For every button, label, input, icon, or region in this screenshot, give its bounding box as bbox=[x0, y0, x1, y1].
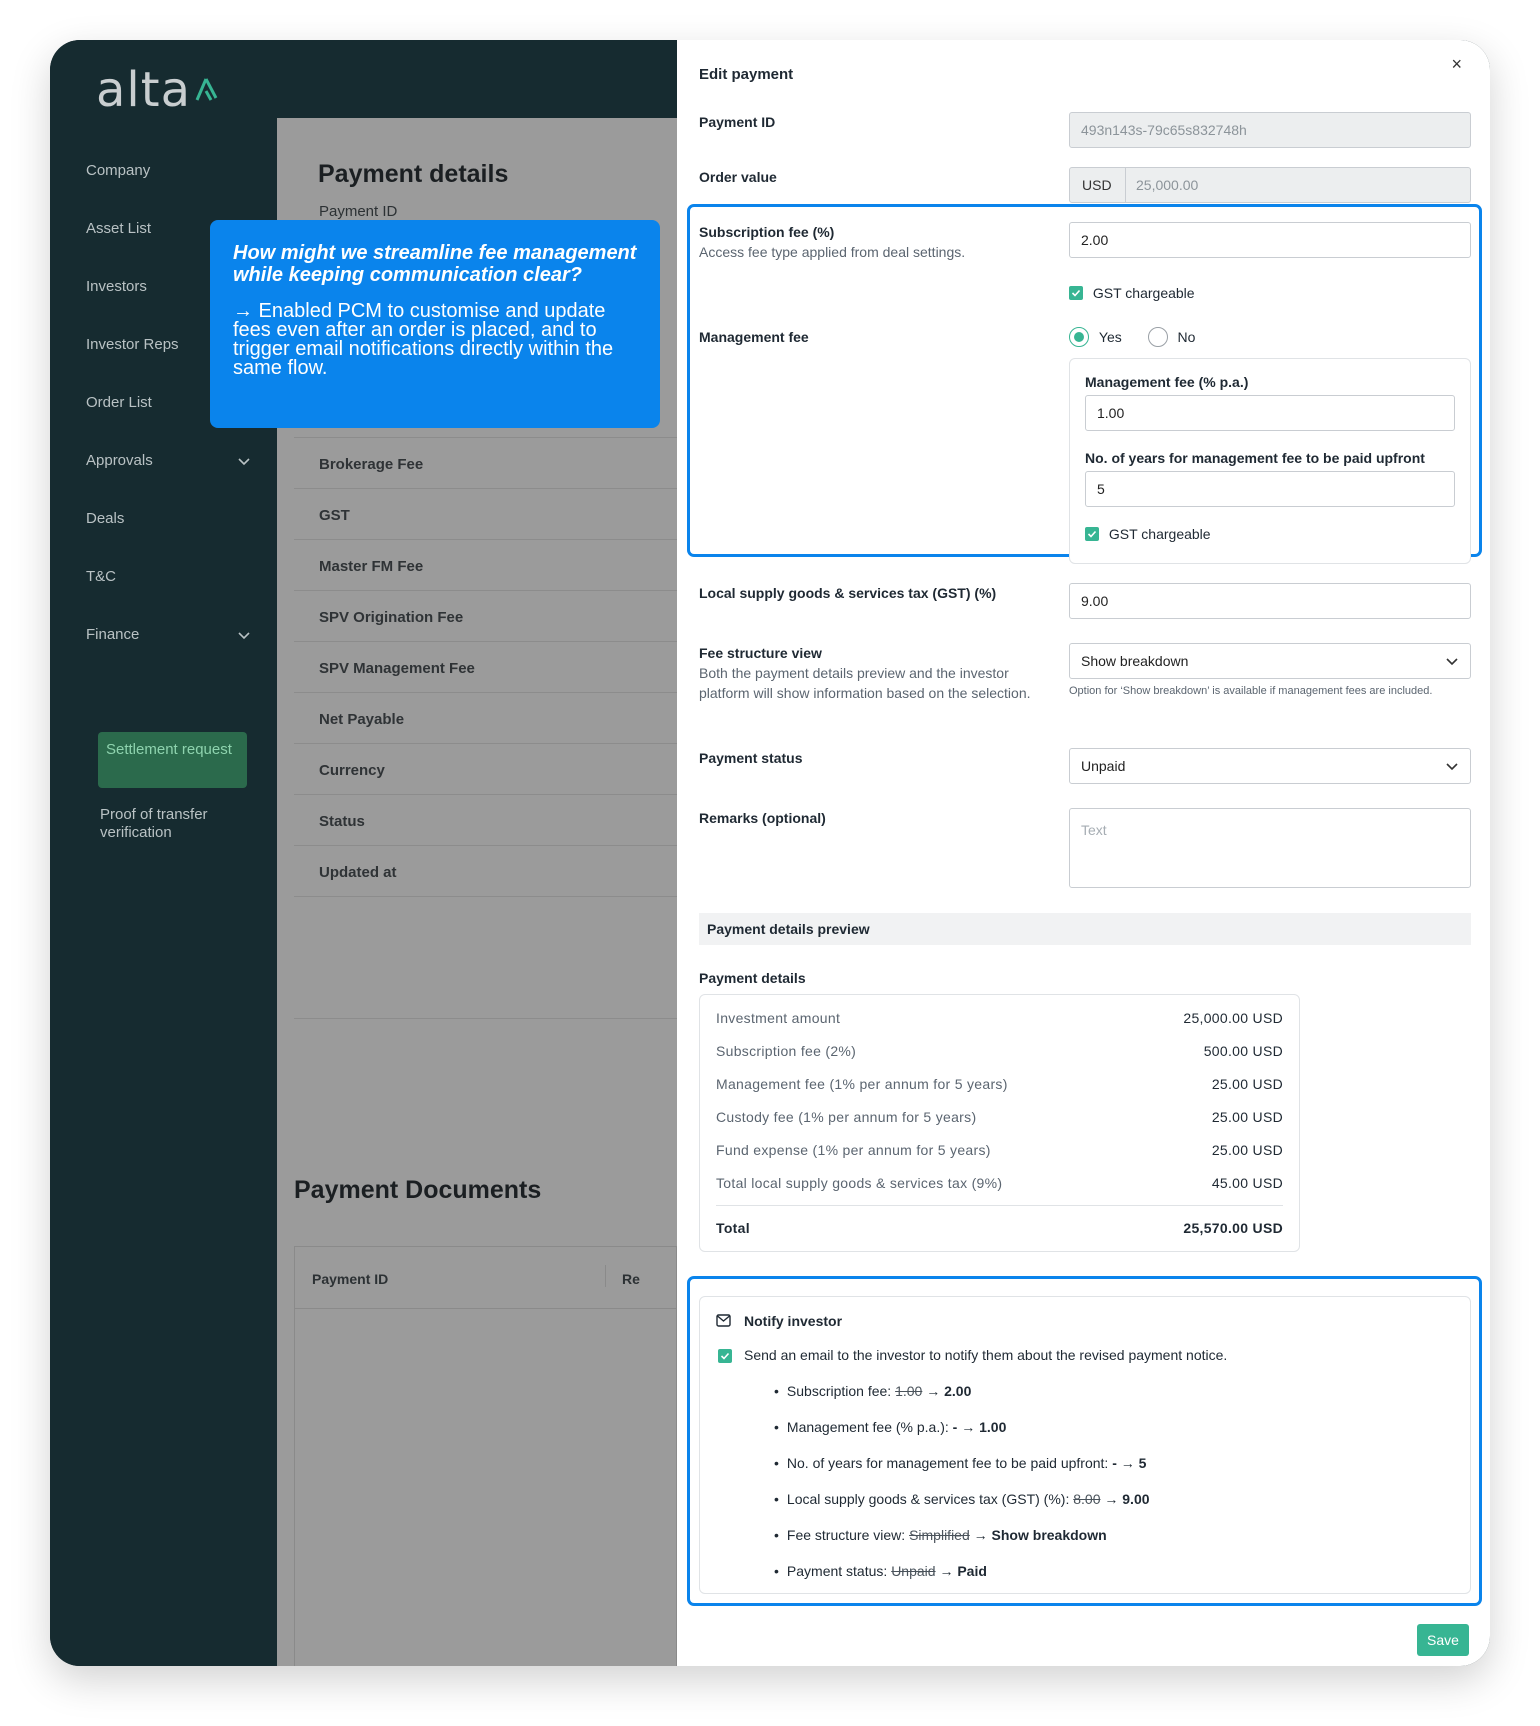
sidebar-item-label: Finance bbox=[86, 626, 140, 643]
preview-card bbox=[699, 994, 1300, 1252]
radio-label: Yes bbox=[1098, 329, 1122, 345]
sidebar-item-label: Deals bbox=[86, 510, 125, 527]
new-value: Show breakdown bbox=[991, 1527, 1107, 1543]
radio-label: No bbox=[1177, 329, 1196, 345]
old-value: - bbox=[1112, 1455, 1117, 1471]
remarks-textarea[interactable]: Text bbox=[1069, 808, 1471, 888]
row-value: 25.00 USD bbox=[1211, 1075, 1283, 1092]
sidebar-item-settlement-request[interactable]: Settlement request bbox=[98, 732, 247, 788]
change-label: Fee structure view: bbox=[786, 1527, 906, 1543]
preview-bar: Payment details preview bbox=[699, 913, 1471, 945]
preview-row bbox=[716, 1133, 1283, 1166]
payment-id-label: Payment ID bbox=[319, 203, 398, 220]
currency-prefix: USD bbox=[1070, 168, 1126, 202]
select-value: Unpaid bbox=[1081, 758, 1126, 774]
management-fee-label: Management fee bbox=[699, 329, 809, 345]
detail-label: Status bbox=[319, 813, 365, 830]
change-item: • Payment status: Unpaid → Paid bbox=[774, 1563, 987, 1579]
gst-label: Local supply goods & services tax (GST) (%) bbox=[699, 585, 997, 601]
preview-total-row bbox=[716, 1205, 1283, 1249]
sidebar-item-label: Approvals bbox=[86, 452, 153, 469]
payment-id-label: Payment ID bbox=[699, 114, 776, 130]
sidebar-item-proof-of-transfer[interactable]: Proof of transfer verification bbox=[100, 806, 208, 841]
column-header[interactable]: Payment ID bbox=[312, 1271, 389, 1287]
select-value: Show breakdown bbox=[1081, 653, 1189, 669]
mail-icon bbox=[716, 1314, 731, 1327]
drawer-title: Edit payment bbox=[699, 66, 794, 83]
design-callout bbox=[210, 220, 660, 428]
documents-table bbox=[294, 1246, 677, 1666]
preview-heading: Payment details bbox=[699, 970, 806, 986]
checkbox-label: GST chargeable bbox=[1108, 526, 1211, 543]
column-header[interactable]: Re bbox=[622, 1271, 640, 1287]
notify-title: Notify investor bbox=[744, 1313, 843, 1329]
sidebar-item-label: Investors bbox=[86, 278, 147, 295]
detail-label: SPV Management Fee bbox=[319, 660, 475, 677]
subscription-fee-input[interactable]: 2.00 bbox=[1069, 222, 1471, 258]
row-label: Custody fee (1% per annum for 5 years) bbox=[716, 1108, 977, 1125]
chevron-down-icon bbox=[237, 628, 251, 642]
radio-yes[interactable] bbox=[1069, 327, 1089, 347]
save-button[interactable]: Save bbox=[1417, 1624, 1469, 1656]
detail-row bbox=[294, 795, 677, 846]
change-item: • Management fee (% p.a.): - → 1.00 bbox=[774, 1419, 1006, 1435]
total-label: Total bbox=[716, 1219, 750, 1236]
preview-row bbox=[716, 1034, 1283, 1067]
management-gst-checkbox[interactable] bbox=[1085, 525, 1211, 542]
detail-row bbox=[294, 693, 677, 744]
row-value: 25,000.00 USD bbox=[1183, 1009, 1283, 1026]
change-label: Local supply goods & services tax (GST) (%): bbox=[786, 1491, 1070, 1507]
years-input[interactable]: 5 bbox=[1085, 471, 1455, 507]
payment-status-label: Payment status bbox=[699, 750, 803, 766]
radio-no[interactable] bbox=[1148, 327, 1168, 347]
table-header bbox=[295, 1247, 676, 1309]
chevron-down-icon bbox=[237, 454, 251, 468]
subscription-fee-desc: Access fee type applied from deal settings. bbox=[699, 244, 966, 260]
page-title: Payment details bbox=[318, 160, 509, 188]
chevron-down-icon bbox=[1445, 759, 1459, 773]
change-item: • Fee structure view: Simplified → Show breakdown bbox=[774, 1527, 1107, 1543]
sidebar-item-finance[interactable] bbox=[86, 626, 251, 643]
change-item: • Local supply goods & services tax (GST) (%): 8.00 → 9.00 bbox=[774, 1491, 1150, 1507]
gst-input[interactable]: 9.00 bbox=[1069, 583, 1471, 619]
order-value-label: Order value bbox=[699, 169, 777, 185]
old-value: Simplified bbox=[909, 1527, 970, 1543]
checkbox-checked-icon[interactable] bbox=[1069, 286, 1083, 300]
subscription-gst-checkbox[interactable] bbox=[1069, 284, 1195, 301]
management-fee-box bbox=[1069, 358, 1471, 564]
notify-checkbox[interactable] bbox=[718, 1349, 732, 1363]
old-value: Unpaid bbox=[891, 1563, 936, 1579]
new-value: 5 bbox=[1138, 1455, 1147, 1471]
change-label: Management fee (% p.a.): bbox=[786, 1419, 949, 1435]
old-value: 8.00 bbox=[1073, 1491, 1101, 1507]
callout-question: How might we streamline fee management while keeping communication clear? bbox=[233, 242, 637, 286]
change-label: No. of years for management fee to be paid upfront: bbox=[786, 1455, 1109, 1471]
order-value: 25,000.00 bbox=[1136, 177, 1199, 193]
row-label: Total local supply goods & services tax (9%) bbox=[716, 1174, 1003, 1191]
total-value: 25,570.00 USD bbox=[1183, 1219, 1283, 1236]
change-item: • Subscription fee: 1.00 → 2.00 bbox=[774, 1383, 971, 1399]
detail-label: Brokerage Fee bbox=[319, 456, 424, 473]
detail-row bbox=[294, 591, 677, 642]
preview-row bbox=[716, 1001, 1283, 1034]
row-label: Subscription fee (2%) bbox=[716, 1042, 857, 1059]
logo bbox=[96, 62, 218, 118]
sidebar-item-label: T&C bbox=[86, 568, 116, 585]
detail-label: SPV Origination Fee bbox=[319, 609, 464, 626]
management-fee-pa-label: Management fee (% p.a.) bbox=[1085, 374, 1249, 390]
row-value: 45.00 USD bbox=[1211, 1174, 1283, 1191]
sidebar-item-label: Company bbox=[86, 162, 151, 179]
callout-answer: → Enabled PCM to customise and update fees even after an order is placed, and to trigger email notifications directly within the same flow. bbox=[233, 300, 614, 379]
sidebar-item-label: Order List bbox=[86, 394, 152, 411]
row-value: 500.00 USD bbox=[1203, 1042, 1283, 1059]
new-value: 9.00 bbox=[1122, 1491, 1150, 1507]
preview-row bbox=[716, 1067, 1283, 1100]
management-fee-radio-group bbox=[1069, 327, 1195, 347]
checkbox-label: GST chargeable bbox=[1092, 285, 1195, 302]
new-value: 2.00 bbox=[944, 1383, 972, 1399]
notify-card bbox=[699, 1296, 1471, 1594]
sidebar-item-company[interactable] bbox=[86, 162, 251, 179]
sidebar-item-label: Investor Reps bbox=[86, 336, 179, 353]
detail-label: Currency bbox=[319, 762, 385, 779]
old-value: - bbox=[952, 1419, 958, 1435]
change-label: Payment status: bbox=[786, 1563, 888, 1579]
years-label: No. of years for management fee to be paid upfront bbox=[1085, 450, 1425, 466]
checkbox-checked-icon[interactable] bbox=[1085, 527, 1099, 541]
notify-send-label: Send an email to the investor to notify them about the revised payment notice. bbox=[744, 1347, 1228, 1363]
old-value: 1.00 bbox=[895, 1383, 923, 1399]
documents-title: Payment Documents bbox=[294, 1176, 542, 1204]
row-label: Fund expense (1% per annum for 5 years) bbox=[716, 1141, 991, 1158]
detail-label: GST bbox=[319, 507, 350, 524]
new-value: 1.00 bbox=[979, 1419, 1007, 1435]
detail-row bbox=[294, 744, 677, 795]
payment-id-field: 493n143s-79c65s832748h bbox=[1069, 112, 1471, 148]
sidebar-item-label: Asset List bbox=[86, 220, 152, 237]
fee-view-select[interactable] bbox=[1069, 643, 1471, 679]
detail-label: Master FM Fee bbox=[319, 558, 424, 575]
logo-text: alta bbox=[96, 62, 191, 118]
management-fee-pa-input[interactable]: 1.00 bbox=[1085, 395, 1455, 431]
order-value-field bbox=[1069, 167, 1471, 203]
detail-row bbox=[294, 438, 677, 489]
change-item: • No. of years for management fee to be paid upfront: - → 5 bbox=[774, 1455, 1146, 1471]
detail-row bbox=[294, 540, 677, 591]
row-value: 25.00 USD bbox=[1211, 1108, 1283, 1125]
chevron-down-icon bbox=[1445, 654, 1459, 668]
sidebar-item-deals[interactable] bbox=[86, 510, 251, 527]
new-value: Paid bbox=[957, 1563, 987, 1579]
preview-row bbox=[716, 1166, 1283, 1199]
subscription-fee-label: Subscription fee (%) bbox=[699, 224, 835, 240]
remarks-label: Remarks (optional) bbox=[699, 810, 826, 826]
change-label: Subscription fee: bbox=[786, 1383, 892, 1399]
row-value: 25.00 USD bbox=[1211, 1141, 1283, 1158]
fee-view-desc: Both the payment details preview and the investor platform will show information based on the selection. bbox=[699, 665, 1031, 701]
close-icon[interactable]: × bbox=[1451, 54, 1462, 74]
row-label: Management fee (1% per annum for 5 years) bbox=[716, 1075, 1008, 1092]
fee-view-label: Fee structure view bbox=[699, 645, 822, 661]
sidebar-item-approvals[interactable] bbox=[86, 452, 251, 469]
sidebar-item-tc[interactable] bbox=[86, 568, 251, 585]
row-label: Investment amount bbox=[716, 1009, 841, 1026]
detail-label: Updated at bbox=[319, 864, 397, 881]
detail-row bbox=[294, 642, 677, 693]
divider bbox=[294, 1018, 677, 1019]
edit-payment-drawer bbox=[677, 40, 1490, 1666]
logo-mark-icon bbox=[194, 78, 218, 104]
column-divider bbox=[605, 1265, 606, 1287]
app-window bbox=[50, 40, 1490, 1666]
detail-row bbox=[294, 846, 677, 897]
detail-label: Net Payable bbox=[319, 711, 405, 728]
detail-row bbox=[294, 489, 677, 540]
preview-row bbox=[716, 1100, 1283, 1133]
payment-status-select[interactable] bbox=[1069, 748, 1471, 784]
fee-view-hint: Option for ‘Show breakdown’ is available if management fees are included. bbox=[1069, 685, 1433, 697]
